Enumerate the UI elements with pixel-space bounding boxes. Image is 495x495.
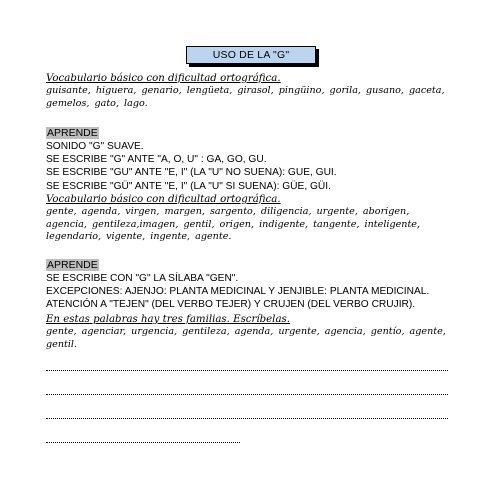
aprende-box-1 [46,121,454,193]
aprende-label-1: APRENDE [47,127,98,139]
rule-line: EXCEPCIONES: AJENJO: PLANTA MEDICINAL Y JENJIBLE: PLANTA MEDICINAL. [46,286,430,298]
vocabulary-section-1 [46,72,454,110]
answer-line-1[interactable] [46,370,448,371]
families-exercise [46,313,454,351]
answer-line-2[interactable] [46,394,448,395]
rule-line: SONIDO "G" SUAVE. [46,141,144,152]
vocabulary-words-2: gente, agenda, virgen, margen, sargento, diligencia, urgente, aborigen, agencia, gentileza,imagen, gentil, origen, indigente, tangente, inteligente, legendario, vigente, ingente, agente. [46,206,421,242]
exercise-heading: En estas palabras hay tres familias. Escríbelas. [46,314,290,325]
vocabulary-section-2 [46,193,454,244]
rule-line: SE ESCRIBE CON "G" LA SÍLABA "GEN". [46,273,239,284]
rule-line: SE ESCRIBE "G" ANTE "A, O, U" : GA, GO, GU. [46,154,267,166]
aprende-label-2: APRENDE [47,259,98,271]
rule-line: SE ESCRIBE "GU" ANTE "E, I" (LA "U" NO SUENA): GUE, GUI. [46,167,337,179]
rule-line: SE ESCRIBE "GÜ" ANTE "E, I" (LA "U" SI SUENA): GÜE, GÜI. [46,180,331,192]
rule-line: ATENCIÓN A "TEJEN" (DEL VERBO TEJER) Y CRUJEN (DEL VERBO CRUJIR). [46,299,416,311]
vocabulary-heading-2: Vocabulario básico con dificultad ortográfica. [46,194,281,205]
answer-line-3[interactable] [46,418,448,419]
exercise-words: gente, agenciar, urgencia, gentileza, agenda, urgente, agencia, gentío, agente, gentil. [46,326,446,350]
answer-line-4[interactable] [46,442,240,443]
vocabulary-heading-1: Vocabulario básico con dificultad ortográfica. [46,73,281,84]
vocabulary-words-1: guisante, higuera, genario, lengüeta, girasol, pingüino, gorila, gusano, gaceta, gemelos, gato, lago. [46,85,445,109]
aprende-box-2 [46,253,454,312]
page-title: USO DE LA "G" [186,46,316,64]
